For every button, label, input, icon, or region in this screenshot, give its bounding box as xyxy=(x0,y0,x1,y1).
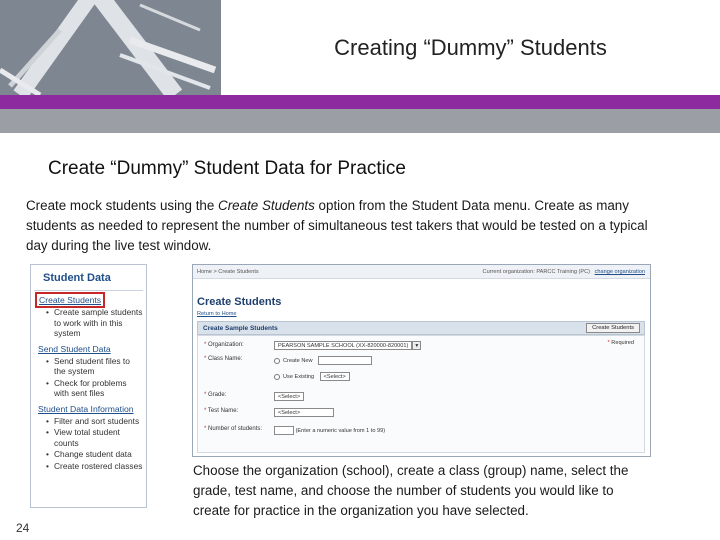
use-existing-select[interactable]: <Select> xyxy=(320,372,350,381)
intro-paragraph xyxy=(26,196,656,256)
menu-group-items xyxy=(38,416,143,472)
test-name-select-wrap xyxy=(274,408,334,417)
logo-a-mark-icon xyxy=(0,0,221,95)
create-students-link[interactable]: Create Students xyxy=(39,295,102,305)
app-topbar xyxy=(193,265,650,279)
menu-item-description: • View total student counts xyxy=(46,427,143,448)
header-accent-bar xyxy=(0,95,720,109)
use-existing-option xyxy=(274,372,350,381)
grade-select[interactable]: <Select> xyxy=(274,392,304,401)
menu-group-create-students xyxy=(34,295,143,339)
change-organization-link[interactable]: change organization xyxy=(594,269,645,275)
number-of-students-hint: (Enter a numeric value from 1 to 99) xyxy=(295,427,386,434)
menu-group-student-data-information xyxy=(34,404,143,472)
use-existing-label: Use Existing xyxy=(283,373,315,380)
test-name-label: Test Name: xyxy=(207,408,239,414)
class-name-row xyxy=(204,356,242,362)
required-marker: * xyxy=(204,392,207,398)
organization-select-wrap xyxy=(274,341,421,350)
grade-row xyxy=(204,392,226,398)
required-note xyxy=(608,340,634,346)
required-marker: * xyxy=(204,356,207,362)
student-data-information-link[interactable]: Student Data Information xyxy=(38,403,134,414)
page-number: 24 xyxy=(16,521,30,535)
create-new-label: Create New xyxy=(283,357,313,364)
header-divider-bar xyxy=(0,109,720,133)
organization-logo xyxy=(0,0,221,95)
number-of-students-wrap xyxy=(274,426,385,435)
intro-text-end: option from the Student Data menu. Create as many students as needed to represent the number of simultaneous test takers that would be tested on a typical day during the live test window. xyxy=(26,198,648,253)
current-organization: Current organization: PARCC Training (PC) xyxy=(482,269,590,275)
number-of-students-input[interactable] xyxy=(274,426,294,435)
class-name-input[interactable] xyxy=(318,356,372,365)
number-of-students-row xyxy=(204,426,262,432)
panel-title: Create Sample Students xyxy=(203,325,278,332)
grade-label: Grade: xyxy=(208,392,227,398)
create-new-option xyxy=(274,356,372,365)
menu-group-items xyxy=(38,356,143,399)
intro-text-start: Create mock students using the xyxy=(26,198,219,213)
number-of-students-label: Number of students: xyxy=(208,426,263,432)
use-existing-radio[interactable] xyxy=(274,374,280,380)
menu-item-description: • Check for problems with sent files xyxy=(46,378,143,399)
menu-item-description: • Filter and sort students xyxy=(46,416,143,427)
chevron-down-icon[interactable]: ▼ xyxy=(412,341,421,350)
organization-select[interactable]: PEARSON SAMPLE SCHOOL (XX-820000-820001) xyxy=(274,341,412,350)
screenshot-caption: Choose the organization (school), create a class (group) name, select the grade, test name, and choose the number of students you would like to create for practice in the organization you have selected. xyxy=(193,463,629,518)
menu-item-description: • Create rostered classes xyxy=(46,461,143,472)
breadcrumb[interactable]: Home > Create Students xyxy=(197,269,259,275)
organization-row xyxy=(204,342,244,348)
create-students-button[interactable]: Create Students xyxy=(586,323,640,333)
menu-item-description: • Create sample students to work with in this system xyxy=(46,307,143,339)
create-students-form xyxy=(197,335,645,453)
required-marker: * xyxy=(204,408,207,414)
menu-header: Student Data xyxy=(34,268,143,291)
return-home-link[interactable]: Return to Home xyxy=(197,311,237,317)
class-name-label: Class Name: xyxy=(208,356,243,362)
required-marker: * xyxy=(204,342,207,348)
menu-group-items xyxy=(38,307,143,339)
slide-title: Creating “Dummy” Students xyxy=(334,34,607,60)
grade-select-wrap xyxy=(274,392,304,401)
send-student-data-link[interactable]: Send Student Data xyxy=(38,343,111,354)
panel-header xyxy=(197,321,645,335)
menu-group-send-student-data xyxy=(34,344,143,399)
intro-emphasis: Create Students xyxy=(218,198,315,213)
create-students-screenshot xyxy=(192,264,651,457)
menu-item-description: • Send student files to the system xyxy=(46,356,143,377)
section-heading: Create “Dummy” Student Data for Practice xyxy=(48,158,406,179)
menu-item-description: • Change student data xyxy=(46,449,143,460)
student-data-menu-screenshot xyxy=(30,264,147,508)
organization-label: Organization: xyxy=(208,342,244,348)
page-title: Create Students xyxy=(197,296,282,308)
required-note-label: Required xyxy=(611,340,634,346)
required-marker: * xyxy=(204,426,207,432)
required-marker: * xyxy=(607,340,610,346)
test-name-row xyxy=(204,408,238,414)
create-new-radio[interactable] xyxy=(274,358,280,364)
test-name-select[interactable]: <Select> xyxy=(274,408,334,417)
